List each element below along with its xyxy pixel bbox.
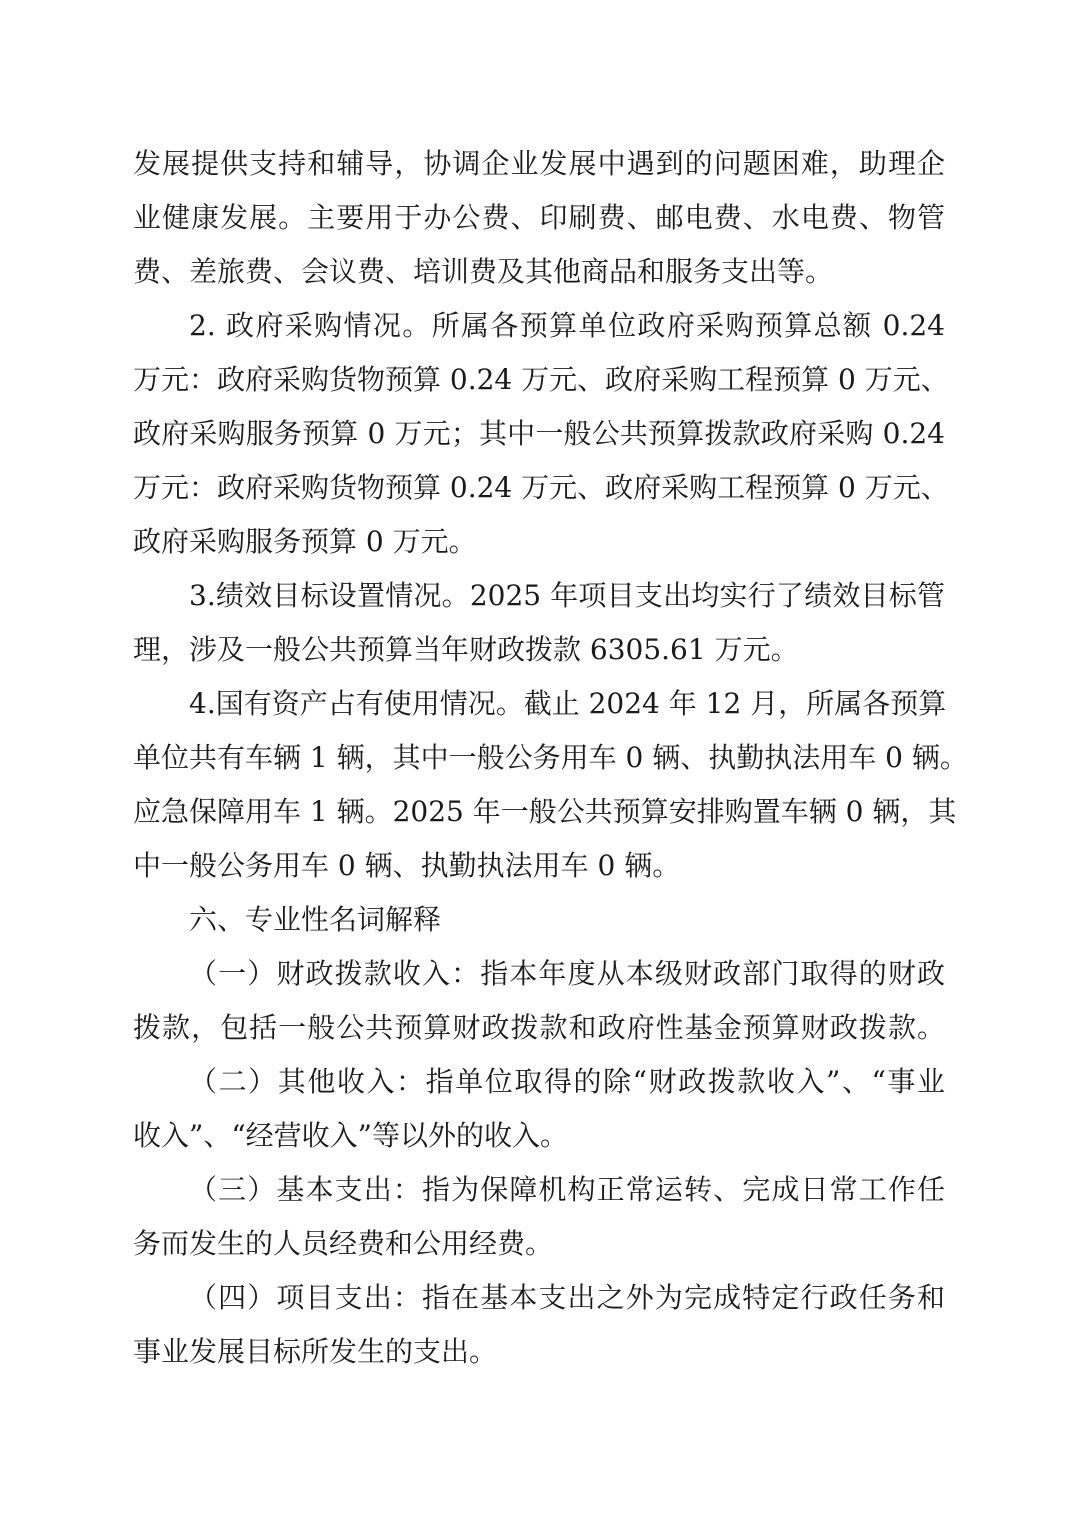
text-line: 政府采购服务预算 0 万元；其中一般公共预算拨款政府采购 0.24 (133, 417, 945, 450)
text-line: 收入”、“经营收入”等以外的收入。 (133, 1119, 568, 1152)
text-line: 务而发生的人员经费和公用经费。 (133, 1227, 554, 1260)
text-line: 单位共有车辆 1 辆，其中一般公务用车 0 辆、执勤执法用车 0 辆。 (133, 741, 968, 774)
text-line: 事业发展目标所发生的支出。 (133, 1335, 498, 1368)
text-line: 业健康发展。主要用于办公费、印刷费、邮电费、水电费、物管 (133, 201, 945, 234)
text-line: 拨款，包括一般公共预算财政拨款和政府性基金预算财政拨款。 (133, 1011, 945, 1044)
text-line: 理，涉及一般公共预算当年财政拨款 6305.61 万元。 (133, 633, 799, 666)
text-line: 发展提供支持和辅导，协调企业发展中遇到的问题困难，助理企 (133, 147, 945, 180)
text-line: 万元：政府采购货物预算 0.24 万元、政府采购工程预算 0 万元、 (133, 471, 949, 504)
text-line: 应急保障用车 1 辆。2025 年一般公共预算安排购置车辆 0 辆，其 (133, 795, 957, 828)
text-line: 2. 政府采购情况。所属各预算单位政府采购预算总额 0.24 (189, 309, 945, 342)
text-line: 中一般公务用车 0 辆、执勤执法用车 0 辆。 (133, 849, 681, 882)
text-line: 3.绩效目标设置情况。2025 年项目支出均实行了绩效目标管 (189, 579, 945, 612)
text-line: 政府采购服务预算 0 万元。 (133, 525, 477, 558)
section-heading: 六、专业性名词解释 (189, 903, 442, 936)
text-line: （一）财政拨款收入：指本年度从本级财政部门取得的财政 (189, 957, 945, 990)
text-line: （四）项目支出：指在基本支出之外为完成特定行政任务和 (189, 1281, 945, 1314)
text-line: 4.国有资产占有使用情况。截止 2024 年 12 月，所属各预算 (189, 687, 947, 720)
text-line: 万元：政府采购货物预算 0.24 万元、政府采购工程预算 0 万元、 (133, 363, 949, 396)
text-line: （三）基本支出：指为保障机构正常运转、完成日常工作任 (189, 1173, 945, 1206)
text-line: （二）其他收入：指单位取得的除“财政拨款收入”、“事业 (189, 1065, 945, 1098)
text-line: 费、差旅费、会议费、培训费及其他商品和服务支出等。 (133, 255, 834, 288)
